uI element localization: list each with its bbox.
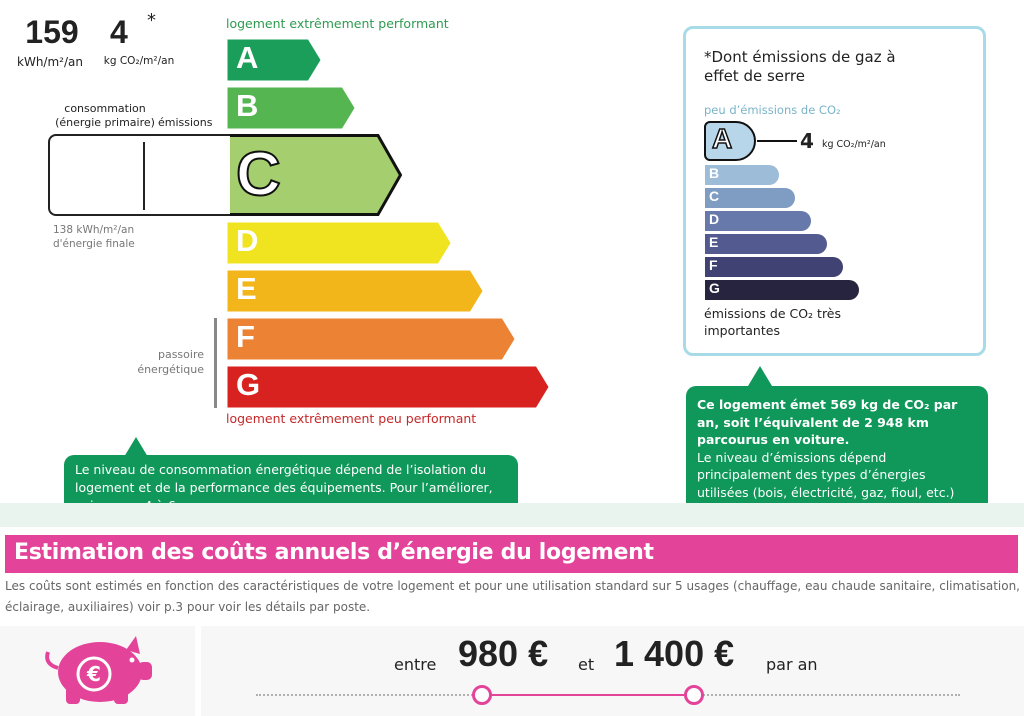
cost-per-year: par an	[766, 655, 818, 674]
energy-class-bar-d	[226, 221, 452, 265]
energy-class-bar-f	[226, 317, 516, 361]
ges-class-letter-d: D	[709, 211, 720, 227]
cost-min-knob	[472, 685, 492, 705]
energy-class-bar-b	[226, 86, 356, 130]
current-class-letter: C	[236, 140, 281, 209]
ges-callout-bold: Ce logement émet 569 kg de CO₂ par an, soit l’équivalent de 2 948 km parcourus en voiture.	[697, 397, 958, 447]
cost-title: Estimation des coûts annuels d’énergie du logement	[14, 540, 654, 565]
svg-text:€: €	[87, 662, 101, 686]
energy-class-bar-g	[226, 365, 550, 409]
ges-high-label: émissions de CO₂ très importantes	[704, 306, 842, 338]
energy-callout: Le niveau de consommation énergétique dépend de l’isolation du logement et de la performance des équipements. Pour l’améliorer,	[64, 455, 518, 523]
emissions-unit: kg CO₂/m²/an	[103, 55, 175, 67]
callout-left-pointer	[124, 437, 148, 457]
energy-class-letter-d: D	[236, 223, 259, 258]
cost-et: et	[578, 655, 595, 674]
ges-class-letter-f: F	[709, 257, 718, 273]
cost-min: 980 €	[458, 633, 549, 674]
top-performance-label: logement extrêmement performant	[226, 16, 449, 31]
emissions-star: *	[147, 10, 156, 31]
energy-class-letter-f: F	[236, 319, 255, 354]
passoire-label: passoire énergétique	[137, 348, 204, 376]
cost-range-line	[482, 694, 694, 696]
energy-class-bar-e	[226, 269, 484, 313]
cost-description: Les coûts sont estimés en fonction des caractéristiques de votre logement et pour une utilisation standard sur 5 usages (chauffage, eau chaude sanitaire, climatisation, éclairage, auxiliaires) voir p.3 pour voir les détails par poste.	[5, 579, 1020, 614]
ges-class-bar-b	[705, 165, 779, 185]
ges-class-letter-b: B	[709, 165, 720, 181]
ges-class-bar-g	[705, 280, 859, 300]
energy-class-letter-e: E	[236, 271, 257, 306]
ges-class-bar-f	[705, 257, 843, 277]
ges-class-bar-c	[705, 188, 795, 208]
ges-value: 4	[800, 129, 814, 153]
emissions-value: 4	[110, 14, 128, 50]
consumption-value: 159	[25, 14, 79, 50]
cost-max: 1 400 €	[614, 633, 735, 674]
ges-class-letter-g: G	[709, 280, 720, 296]
ges-callout-text: Le niveau d’émissions dépend principalement des types d’énergies utilisées (bois, électricité, gaz, fioul, etc.)	[697, 449, 955, 500]
bottom-performance-label: logement extrêmement peu performant	[226, 411, 477, 426]
ges-low-label: peu d’émissions de CO₂	[704, 103, 841, 117]
piggy-bank-euro-icon	[40, 630, 155, 706]
ges-current-class-letter: A	[712, 123, 733, 154]
final-energy-note: 138 kWh/m²/an d'énergie finale	[53, 224, 135, 250]
ges-class-letter-c: C	[709, 188, 720, 204]
section-divider-strip	[0, 503, 1024, 527]
cost-panel-divider	[195, 626, 201, 716]
energy-class-bar-a	[226, 38, 322, 82]
emissions-label: émissions	[158, 116, 213, 129]
ges-class-letter-e: E	[709, 234, 719, 250]
energy-class-letter-a: A	[236, 40, 259, 75]
cost-max-knob	[684, 685, 704, 705]
values-divider	[143, 142, 145, 210]
consumption-label: consommation (énergie primaire)	[55, 102, 155, 129]
consumption-unit: kWh/m²/an	[17, 55, 83, 69]
passoire-bracket	[214, 318, 217, 408]
energy-values-box	[48, 134, 230, 216]
ges-title: *Dont émissions de gaz à effet de serre	[704, 48, 896, 85]
energy-class-letter-g: G	[236, 367, 261, 402]
ges-value-connector	[757, 140, 797, 142]
ges-class-bar-d	[705, 211, 811, 231]
cost-entre: entre	[394, 655, 437, 674]
ges-class-bar-e	[705, 234, 827, 254]
ges-unit: kg CO₂/m²/an	[822, 139, 886, 150]
energy-class-letter-b: B	[236, 88, 259, 123]
callout-right-pointer	[748, 366, 772, 386]
